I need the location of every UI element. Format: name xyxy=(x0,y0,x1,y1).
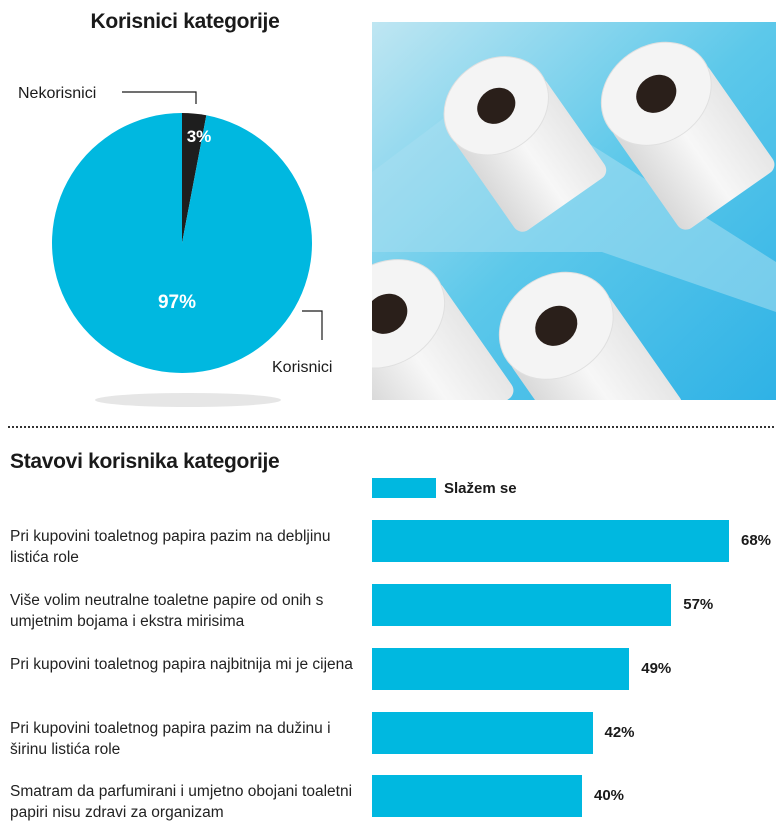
pie-shadow xyxy=(95,393,281,407)
bar-category-label: Smatram da parfumirani i umjetno obojani toaletni papiri nisu zdravi za organizam xyxy=(10,783,353,821)
bar xyxy=(372,775,582,817)
leader-line-users xyxy=(302,311,322,340)
bar-row xyxy=(0,584,779,644)
bar-category-label: Pri kupovini toaletnog papira najbitnija mi je cijena xyxy=(10,656,353,673)
pie-value-nonusers: 3% xyxy=(186,127,212,146)
pie-label-nonusers: Nekorisnici xyxy=(18,85,97,102)
bar-value-label: 68% xyxy=(741,532,772,549)
bar-value-label: 57% xyxy=(683,596,714,613)
section-divider xyxy=(8,426,774,428)
pie-label-users: Korisnici xyxy=(272,359,333,376)
bar-value-label: 49% xyxy=(641,660,672,677)
legend-swatch xyxy=(372,478,436,498)
leader-line-nonusers xyxy=(122,92,196,104)
bar xyxy=(372,648,629,690)
bar-category-label: Više volim neutralne toaletne papire od onih s umjetnim bojama i ekstra mirisima xyxy=(10,592,324,630)
pie-value-users: 97% xyxy=(157,292,197,313)
bar-category-label: Pri kupovini toaletnog papira pazim na debljinu listića role xyxy=(10,528,331,566)
pie-chart-title: Korisnici kategorije xyxy=(90,10,280,33)
bar-row xyxy=(0,520,779,580)
legend-label: Slažem se xyxy=(444,479,517,497)
bar-value-label: 40% xyxy=(594,787,625,804)
bar-chart-title: Stavovi korisnika kategorije xyxy=(10,450,280,473)
bar-value-label: 42% xyxy=(604,724,635,741)
bar-row xyxy=(0,648,779,708)
pie-slice-users xyxy=(52,113,312,373)
pie-chart xyxy=(0,0,372,420)
toilet-paper-photo xyxy=(372,22,776,400)
bar xyxy=(372,584,671,626)
bar xyxy=(372,520,729,562)
bar-row xyxy=(0,775,779,835)
bar-category-label: Pri kupovini toaletnog papira pazim na dužinu i širinu listića role xyxy=(10,720,331,758)
bar-row xyxy=(0,712,779,772)
bar xyxy=(372,712,593,754)
bar-legend xyxy=(372,477,517,499)
